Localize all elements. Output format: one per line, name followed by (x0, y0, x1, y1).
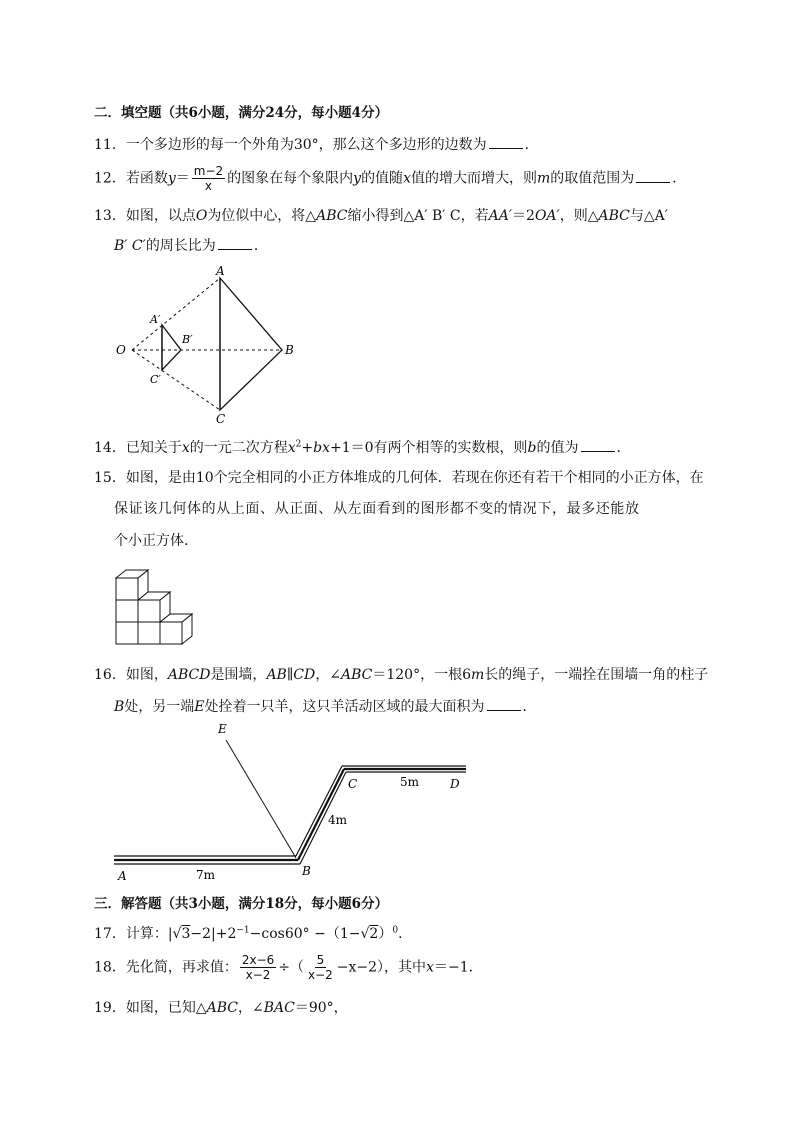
q12-text: 的值随 (361, 170, 404, 187)
q14-text: 14．已知关于 (94, 440, 182, 456)
q17-end: ． (398, 926, 413, 942)
cube-face (138, 622, 160, 644)
frac-denominator: x (204, 179, 212, 193)
fraction (306, 953, 335, 982)
question-12 (94, 164, 686, 193)
q14-end: ． (616, 440, 631, 456)
q16-text: ，∠ (315, 667, 341, 683)
cube-face (138, 600, 160, 622)
q18-text: ＝−1． (433, 959, 483, 976)
q16-end: ． (522, 699, 537, 715)
q12-var: m (536, 170, 551, 187)
q13-text: 的周长比为 (145, 238, 216, 254)
wall-BC (296, 766, 342, 856)
question-14 (94, 437, 631, 457)
label-B-prime: B′ (182, 333, 193, 346)
cube-face (160, 622, 182, 644)
q12-pre: 12．若函数 (94, 170, 168, 187)
section-title-answer: 三．解答题（共3小题，满分18分，每小题6分） (94, 896, 389, 912)
q12-eq: ＝ (175, 170, 190, 187)
answer-blank[interactable] (489, 136, 523, 149)
q16-var: B (114, 699, 125, 715)
q19-var: BAC (263, 1000, 295, 1016)
q16-text: 处拴着一只羊，这只羊活动区域的最大面积为 (204, 699, 485, 715)
q13-text: ，则△ (559, 208, 599, 224)
q14-text: +1＝0有两个相等的实数根，则 (329, 440, 528, 456)
question-19 (94, 997, 348, 1017)
similar-triangles-figure (110, 262, 300, 427)
question-15-line-2: 保证该几何体的从上面、从正面、从左面看到的图形都不变的情况下，最多还能放 (114, 501, 640, 517)
q13-var: O (195, 208, 208, 224)
q14-text: + (301, 440, 314, 456)
length-BC: 4m (328, 813, 348, 827)
q16-var: m (471, 667, 485, 683)
q13-var: OA′ (534, 208, 560, 224)
q13-text: ＝2 (512, 208, 535, 224)
sqrt-sign: √ (360, 926, 370, 942)
cube-face (116, 622, 138, 644)
wall-figure (110, 718, 470, 883)
q16-var: ABCD (167, 667, 211, 683)
q16-text: 是围墙， (210, 667, 267, 683)
q13-var: ABC (598, 208, 630, 224)
q12-var: y (167, 170, 176, 187)
sqrt-radicand: 2 (369, 926, 379, 942)
cube-face (116, 600, 138, 622)
q13-text: 13．如图，以点 (94, 208, 196, 224)
q13-end: ． (253, 238, 268, 254)
label-C: C (348, 777, 358, 791)
cube-stack-figure (112, 558, 202, 650)
answer-blank[interactable] (581, 439, 615, 452)
q12-text: 的图象在每个象限内 (227, 170, 354, 187)
q17-text: −2|+2 (190, 926, 237, 942)
q16-text: 处，另一端 (124, 699, 195, 715)
frac-denominator: x−2 (308, 968, 333, 982)
q12-var: y (353, 170, 362, 187)
q18-var: x (426, 959, 434, 976)
q14-text: 的一元二次方程 (189, 440, 288, 456)
q14-var: x (287, 440, 296, 456)
length-CD: 5m (400, 775, 420, 789)
q13-var: AA′ (488, 208, 513, 224)
fraction (240, 953, 276, 982)
question-16-line-2 (114, 696, 537, 716)
q16-text: ＝120°，一根6 (372, 667, 471, 683)
q14-var: x (322, 440, 330, 456)
q18-text: ÷（ (278, 959, 304, 976)
question-17 (94, 923, 412, 943)
q13-text: 为位似中心，将△ (207, 208, 317, 224)
superscript: 2 (295, 439, 302, 450)
label-D: D (450, 777, 460, 791)
label-C: C (216, 412, 226, 426)
q14-var: b (527, 440, 537, 456)
superscript: 0 (392, 925, 399, 936)
q17-text: ） (378, 926, 393, 942)
label-A-prime: A′ (150, 313, 161, 326)
q16-text: 长的绳子，一端拴在围墙一角的柱子 (484, 667, 709, 683)
triangle-ABC (220, 278, 282, 410)
question-13-line-2 (114, 235, 268, 255)
q12-text: 的取值范围为 (550, 170, 635, 187)
answer-blank[interactable] (487, 698, 521, 711)
q18-text: −x−2），其中 (336, 959, 427, 976)
label-A: A (216, 264, 225, 278)
rope-BE (226, 740, 296, 858)
q13-var: ABC (316, 208, 348, 224)
q19-var: ABC (206, 1000, 238, 1016)
q16-var: E (194, 699, 205, 715)
superscript: −1 (236, 925, 250, 936)
label-B: B (302, 864, 311, 878)
q16-var: ABC (340, 667, 373, 683)
fraction (192, 164, 225, 193)
sqrt-radicand: 3 (181, 926, 191, 942)
length-AB: 7m (196, 868, 216, 882)
q13-var: B′ C′ (114, 238, 146, 254)
question-15-line-3: 个小正方体． (114, 533, 198, 549)
frac-numerator: 2x−6 (241, 953, 275, 967)
label-E: E (218, 722, 227, 736)
dashed-line-OA (132, 278, 220, 350)
frac-numerator: 5 (316, 953, 325, 967)
q14-text: 的值为 (536, 440, 579, 456)
question-16-line-1 (94, 664, 708, 684)
question-13-line-1 (94, 205, 668, 225)
q11-text: 11．一个多边形的每一个外角为30°，那么这个多边形的边数为 (94, 137, 487, 153)
q17-text: 17．计算：| (94, 926, 173, 942)
cube-face (116, 578, 138, 600)
dashed-line-OC (132, 350, 220, 410)
q12-text: 值的增大而增大，则 (410, 170, 537, 187)
answer-blank[interactable] (636, 170, 670, 183)
q19-text: 19．如图，已知△ (94, 1000, 207, 1016)
frac-denominator: x−2 (245, 968, 271, 982)
label-A: A (118, 869, 127, 883)
q19-text: ＝90°， (294, 1000, 348, 1016)
q12-end: ． (672, 170, 687, 187)
q13-text: 与△A′ (629, 208, 668, 224)
q14-var: x (181, 440, 190, 456)
section-title-fill-in: 二．填空题（共6小题，满分24分，每小题4分） (94, 105, 389, 121)
q16-var: AB∥CD (266, 667, 316, 683)
question-11 (94, 134, 539, 154)
label-C-prime: C′ (150, 373, 161, 386)
q12-var: x (403, 170, 411, 187)
frac-numerator: m−2 (193, 164, 224, 178)
q14-var: b (313, 440, 323, 456)
triangle-A1B1C1 (162, 325, 181, 370)
question-18 (94, 953, 483, 982)
q17-text: −cos60° −（1− (249, 926, 361, 942)
label-B: B (285, 343, 294, 357)
q11-end: ． (524, 137, 539, 153)
q18-text: 18．先化简，再求值： (94, 959, 238, 976)
sqrt-sign: √ (172, 926, 182, 942)
q19-text: ，∠ (237, 1000, 264, 1016)
answer-blank[interactable] (218, 237, 252, 250)
question-15-line-1: 15．如图，是由10个完全相同的小正方体堆成的几何体．若现在你还有若干个相同的小正方体，在 (94, 470, 704, 486)
q13-text: 缩小得到△A′ B′ C，若 (347, 208, 489, 224)
q16-text: 16．如图， (94, 667, 168, 683)
label-O: O (116, 343, 126, 357)
